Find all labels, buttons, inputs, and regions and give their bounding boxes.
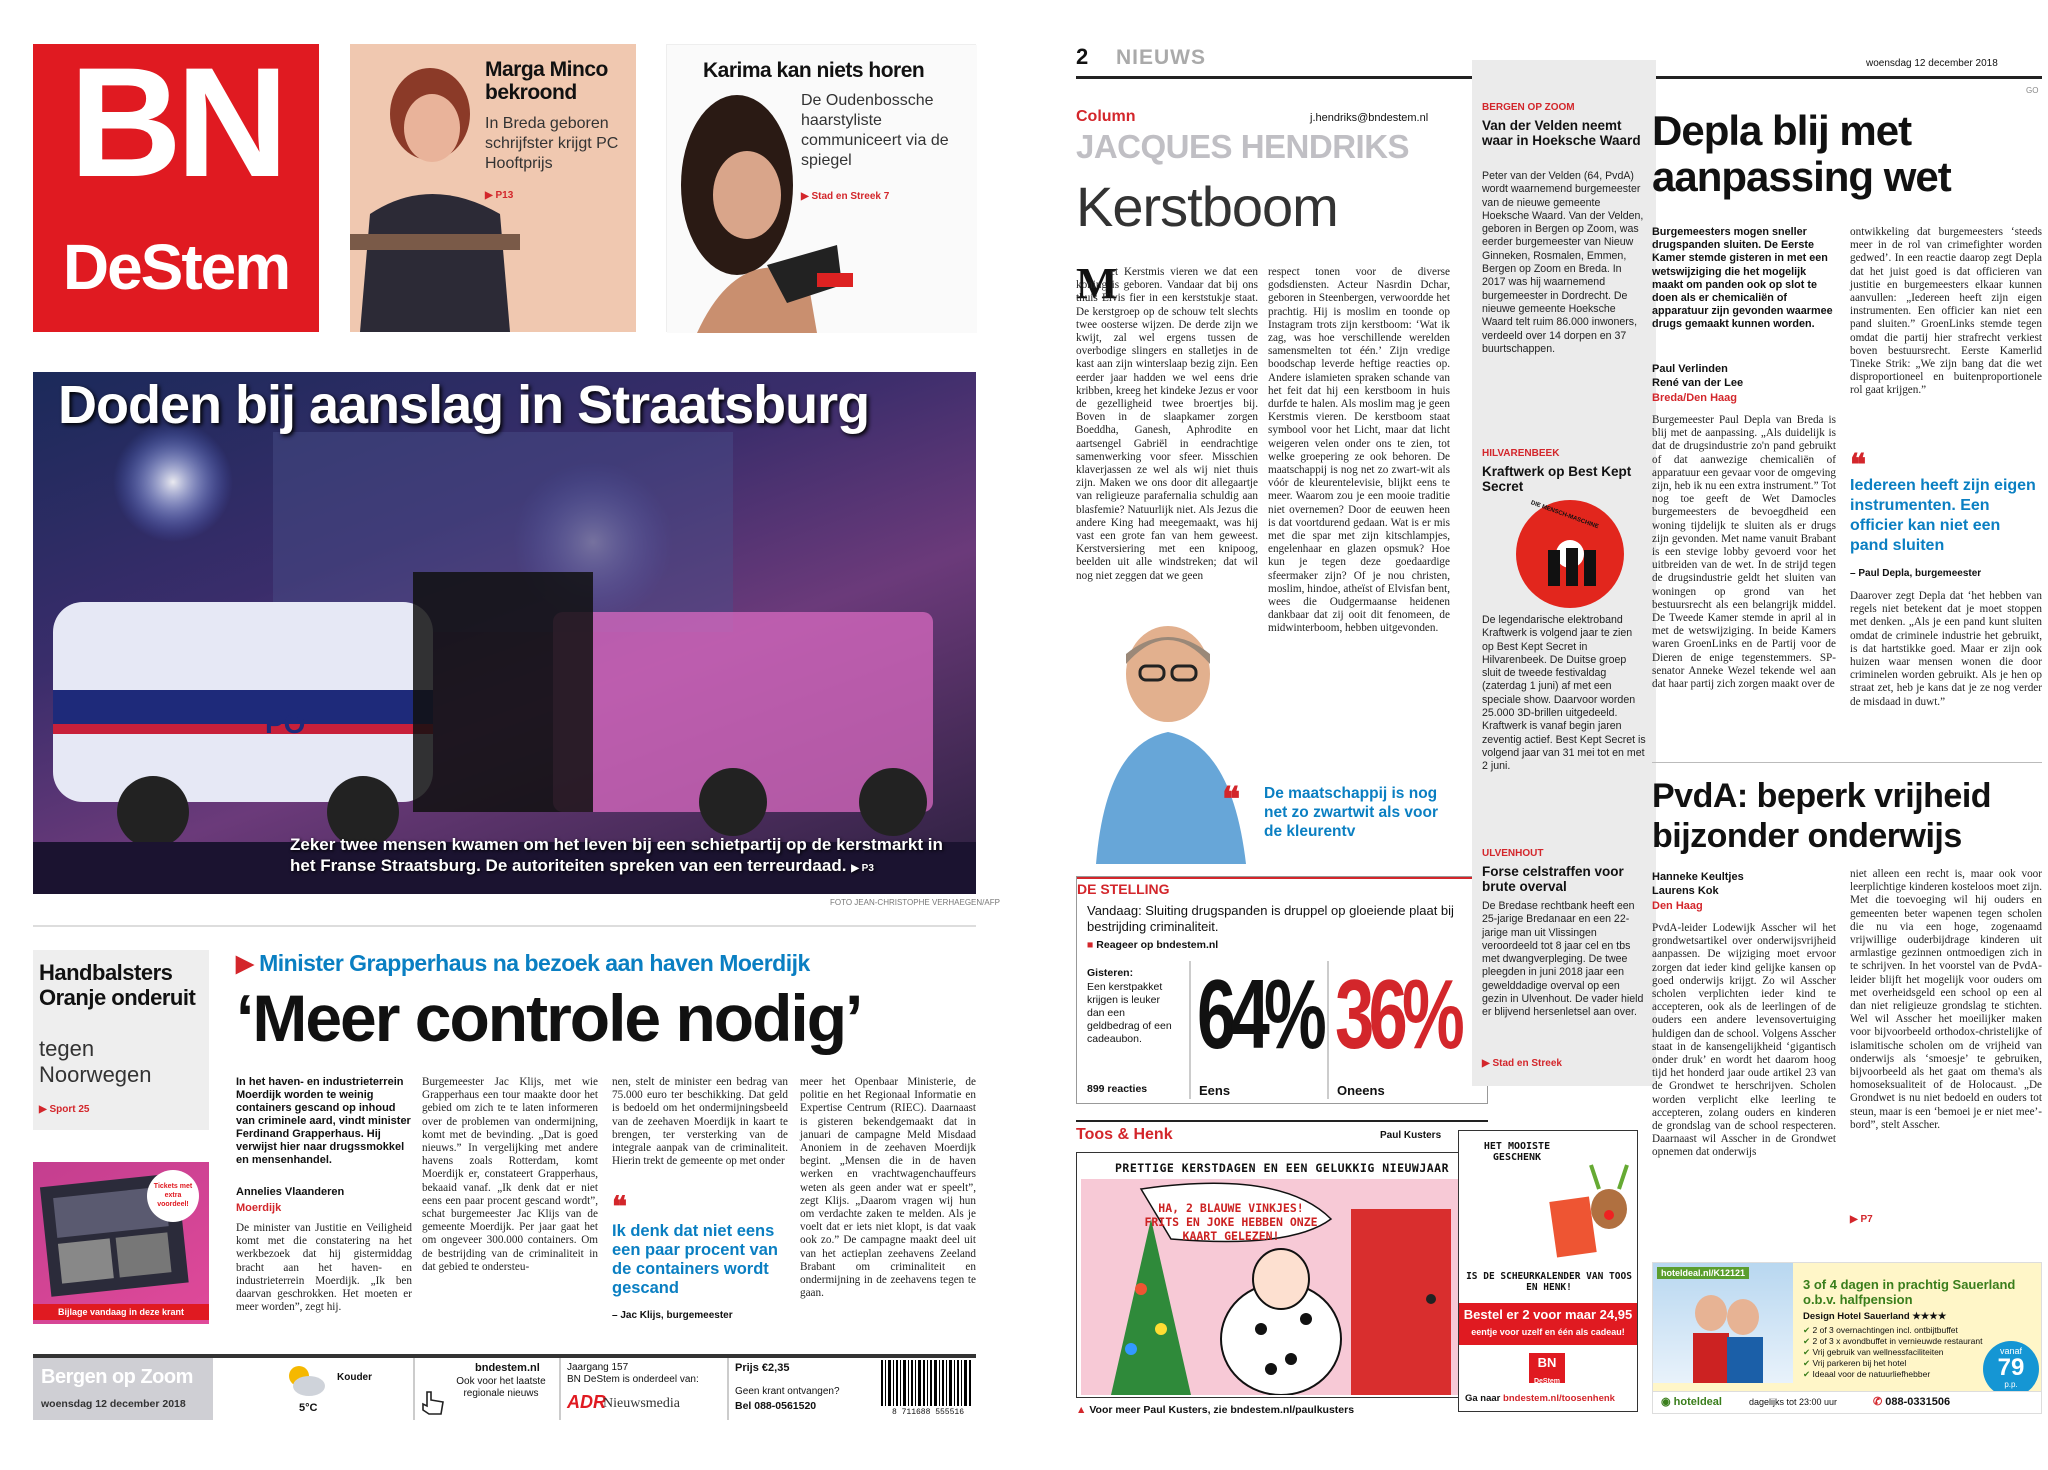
sidebar-subtitle: tegen Noorwegen <box>39 1036 152 1087</box>
hotel-phone-row[interactable] <box>1873 1395 1950 1408</box>
brief-ref-row: ▶ Stad en Streek <box>1482 1058 1562 1069</box>
quote-author: – Jac Klijs, burgemeester <box>612 1310 733 1321</box>
speech-balloon: HA, 2 BLAUWE VINKJES! FRITS EN JOKE HEBBEN ONZE KAART GELEZEN! <box>1144 1201 1318 1243</box>
ad-badge: Tickets met extra voordeel! <box>153 1183 193 1208</box>
stelling-label: DE STELLING <box>1077 881 1170 897</box>
brief-title[interactable]: Forse celstraffen voor brute overval <box>1482 864 1624 894</box>
brief-ref: Stad en Streek <box>1492 1058 1562 1069</box>
column-title: Kerstboom <box>1076 175 1338 238</box>
teaser-subtitle: De Oudenbossche haarstyliste communiceert via de spiegel <box>801 92 949 169</box>
article-kicker <box>236 950 810 977</box>
bullet-text: Vrij gebruik van wellnessfaciliteiten <box>1812 1347 1944 1357</box>
hotel-brand-text: hoteldeal <box>1673 1396 1722 1408</box>
bullet-text: Vrij parkeren bij het hotel <box>1812 1358 1907 1368</box>
logo-bn-text: BN <box>69 36 283 210</box>
triangle-icon: ▲ <box>1076 1404 1087 1416</box>
article-col-4: meer het Openbaar Ministerie, de politie en het Regionaal Informatie en Expertise Centrum (RIEC). Daarnaast is gisteren bekendgemaakt dat in januari de campagne Meld Misdaad Anoniem in de zeehaven Moerdijk begint. „Mensen die in de haven werken en vrachtwagenchauffeurs weten als geen ander wat er speelt”, zegt Klijs. „Daarom vragen wij hun om verdachte zaken te melden. Als je voelt dat er iets niet klopt, is dat vaak ook zo.” De campagne maakt deel uit van het actieplan zeehavens Zeeland Brabant om criminaliteit en ondermijning in de zeehavens tegen te gaan. <box>800 1076 976 1300</box>
hotel-bullets <box>1803 1325 2003 1380</box>
article-quote: Ik denk dat niet eens een paar procent van de containers wordt gescand <box>612 1222 778 1297</box>
comic-more-row[interactable] <box>1076 1404 1354 1416</box>
comic-banner: PRETTIGE KERSTDAGEN EN EEN GELUKKIG NIEUWJAAR <box>1114 1161 1450 1175</box>
eens-percentage: 64% <box>1197 959 1321 1069</box>
sidebar-handbal[interactable] <box>33 950 209 1130</box>
reacties-count: 899 reacties <box>1087 1083 1148 1095</box>
depla-col-2: ontwikkeling dat burgemeesters ‘steeds meer in de rol van crimefighter worden gedwed’. In een reactie daarop zegt Depla dat het juist goed is dat officieren van justitie en burgemeesters elkaar kunnen aanvullen: „Iedereen heeft zijn eigen instrumenten. Een officier kan niet een pand sluiten.” GroenLinks stemde tegen omdat die partij hier strafrecht verkiest boven bestuursrecht. Eerste Kamerlid Tineke Strik: „We zijn bang dat die wet disproportioneel en buitenproportionele rol gaat krijgen.” <box>1850 226 2042 397</box>
divider <box>727 1358 729 1420</box>
hotel-bullet <box>1803 1358 2003 1369</box>
teaser-ref: P13 <box>495 190 514 201</box>
quote-icon: ❝ <box>612 1191 628 1222</box>
teaser-marga-minco[interactable] <box>350 44 636 332</box>
caption-ref: ▶ P3 <box>851 863 874 874</box>
article-author: Annelies Vlaanderen <box>236 1186 345 1198</box>
jaargang: Jaargang 157 <box>567 1362 629 1373</box>
divider <box>413 1358 415 1420</box>
price: Prijs €2,35 <box>735 1362 790 1374</box>
column-author: JACQUES HENDRIKS <box>1076 128 1410 165</box>
hotel-name: Design Hotel Sauerland ★★★★ <box>1803 1311 1947 1322</box>
sidebar-ad[interactable] <box>33 1162 209 1324</box>
kalender-offer-sub: eentje voor uzelf en één als cadeau! <box>1471 1327 1625 1337</box>
hotel-phone[interactable]: 088-0331506 <box>1885 1396 1951 1408</box>
pvda-ref-row: ▶ P7 <box>1850 1214 1873 1225</box>
article-location: Moerdijk <box>236 1202 282 1214</box>
column-email[interactable]: j.hendriks@bndestem.nl <box>1310 112 1429 124</box>
phone: Bel 088-0561520 <box>735 1400 817 1412</box>
hotel-bullet <box>1803 1336 2003 1347</box>
price-unit: p.p. <box>2004 1380 2018 1389</box>
teaser-title: Karima kan niets horen <box>703 59 925 82</box>
oneens-percentage: 36% <box>1335 959 1459 1069</box>
bullet-text: 2 of 3 overnachtingen incl. ontbijtbuffet <box>1812 1325 1958 1335</box>
depla-authors: Paul Verlinden René van der Lee <box>1652 363 1744 389</box>
eens-label: Eens <box>1199 1083 1231 1098</box>
weather-label: Kouder <box>337 1372 372 1383</box>
pvda-location: Den Haag <box>1652 900 1703 912</box>
square-icon: ■ <box>1087 939 1094 951</box>
logo-destem-text: DeStem <box>62 231 290 303</box>
teaser-ref-row: ▶ P13 <box>485 190 514 201</box>
divider <box>559 1358 561 1420</box>
hotel-hours: dagelijks tot 23:00 uur <box>1749 1397 1838 1407</box>
teaser-ref-row: ▶ Stad en Streek 7 <box>801 191 890 202</box>
vehicle-lettering: PO <box>265 708 306 739</box>
hairdresser-photo-icon <box>667 45 977 333</box>
article-col-3: nen, stelt de minister een bedrag van 75.000 euro ter beschikking. Dat geld is bedoeld om het ondermijningsbeeld van de zeehaven Moerdijk in kaart te brengen, ter versterking van de integrale aanpak van de criminaliteit. Hierin trekt de gemeente op met onder <box>612 1076 788 1168</box>
comic-more-link[interactable]: Voor meer Paul Kusters, zie bndestem.nl/paulkusters <box>1089 1404 1355 1416</box>
bullet-text: Ideaal voor de natuurliefhebber <box>1812 1369 1931 1379</box>
police-scene-illustration <box>33 372 976 894</box>
check-icon: ✔ <box>1803 1336 1811 1346</box>
nieuwsmedia-logo: Nieuwsmedia <box>603 1396 680 1411</box>
reageer-link[interactable]: Reageer op bndestem.nl <box>1096 939 1219 951</box>
skiers-icon <box>1673 1283 1783 1383</box>
price-label: vanaf <box>1999 1346 2023 1356</box>
sidebar-ref: Sport 25 <box>49 1104 90 1115</box>
comic-rule <box>1076 1120 1488 1122</box>
stelling-box <box>1076 876 1488 1104</box>
check-icon: ✔ <box>1803 1358 1811 1368</box>
teaser-title: Marga Minco bekroond <box>485 58 608 104</box>
article-headline: ‘Meer controle nodig’ <box>236 981 862 1055</box>
column-label: Column <box>1076 108 1136 125</box>
gisteren-label: Gisteren: <box>1087 967 1134 979</box>
brief-text: De Bredase rechtbank heeft een 25-jarige Bredanaar en een 22-jarige man uit Vlissingen veroordeeld tot 8 jaar cel en tbs met dwangverpleging. De twee pleegden in juni 2018 jaar een gewelddadige overval op een gezin in Ulvenhout. De vader hield er blijvend hersenletsel aan over. <box>1482 900 1644 1019</box>
depla-quote: Iedereen heeft zijn eigen instrumenten. Een officier kan niet een pand sluiten <box>1850 477 2036 554</box>
pvda-headline: PvdA: beperk vrijheid bijzonder onderwijs <box>1652 777 1992 855</box>
article-intro: In het haven- en industrieterrein Moerdijk worden te weinig containers gescand op inhoud van criminele aard, vindt minister Ferdinand Grapperhaus. Hij verwijst hier naar drugssmokkel en mensenhandel. <box>236 1076 411 1166</box>
hotel-bullet <box>1803 1325 2003 1336</box>
bn-mini-logo <box>1529 1353 1565 1383</box>
brief-title[interactable]: Kraftwerk op Best Kept Secret <box>1482 464 1632 494</box>
kicker-arrow-icon: ▶ <box>236 950 254 976</box>
caption-ref-text: P3 <box>861 863 874 874</box>
reageer-row[interactable] <box>1087 939 1218 951</box>
price-value: 79 <box>1997 1354 2025 1381</box>
caption-text: Zeker twee mensen kwamen om het leven bij een schietpartij op de kerstmarkt in het Franse Straatsburg. De autoriteiten spreken van een terreurdaad. <box>290 835 943 875</box>
site-link[interactable]: bndestem.nl <box>475 1362 540 1374</box>
hotel-bullet <box>1803 1347 2003 1358</box>
right-page <box>1030 0 2048 1470</box>
columnist-photo <box>1076 614 1266 864</box>
page-number: 2 <box>1076 44 1089 69</box>
article-col-1: De minister van Justitie en Veiligheid komt met die constatering na het werkbezoek dat hij gistermiddag bracht aan het haven- en industrieterrein Moerdijk. „Ik ben daarvan geschrokken. Het moeten er meer worden”, zegt hij. <box>236 1222 412 1314</box>
column-col-1: et Kerstmis vieren we dat een koning is geboren. Vandaar dat bij ons thuis Elvis fier in een kerststukje staat. De kerstgroep op de schouw telt slechts twee oosterse wijzen. De derde zijn we kwijt, zal wel ergens tussen de overbodige slingers en stalletjes in de kast aan zijn winterslaap bezig zijn. Een eerder jaar hadden we wel eens drie kribben, kreeg het kindeke Jezus er voor de gezelligheid twee broertjes bij. Boven in de slaapkamer zorgen Boeddha, Ganesh, Aphrodite en aartsengel Gabriël in eendrachtige samenwerking voor sfeer. Misschien klaverjassen ze wel als wij niet thuis zijn. Maken we ons door dit allegaartje van religieuze parafernalia schuldig aan blasfemie? Natuurlijk niet. Als Jezus die andere King had meegemaakt, was hij vast een grote fan van hem geweest. Kerstversiering met een knipoog, beelden uit alle windstreken; dat wil nog niet zeggen dat we geen <box>1076 266 1258 582</box>
briefs-column <box>1472 60 1656 1086</box>
record-label-text: DIE MENSCH-MASCHINE <box>1529 500 1600 531</box>
teaser-karima[interactable] <box>666 44 976 332</box>
article-col-2: Burgemeester Jac Klijs, met wie Grapperhaus een tour maakte door het gebied om zich te te laten informeren over de problemen van ondermijning, komt met de bevinding. „Dat is goed nieuws.” In vergelijking met andere havens zoals Rotterdam, komt Moerdijk er, constateert Grapperhaus, bekaaid vanaf. „Ik denk dat er niet eens een paar procent gescand wordt”, schat burgemeester Jac Klijs van de gemeente Moerdijk. Per jaar gaat het om ongeveer 300.000 containers. Om de bestrijding van de criminaliteit in dat gebied te ondersteu- <box>422 1076 598 1273</box>
left-footer <box>33 1354 976 1416</box>
teaser-subtitle: In Breda geboren schrijfster krijgt PC Hooftprijs <box>485 115 619 172</box>
sidebar-title: Handbalsters Oranje onderuit <box>39 960 196 1010</box>
sidebar-ref-row: ▶ Sport 25 <box>39 1104 90 1115</box>
hotel-brand[interactable] <box>1661 1395 1722 1408</box>
section-name: NIEUWS <box>1116 46 1206 69</box>
check-icon: ✔ <box>1803 1369 1811 1379</box>
go-mark: GO <box>2026 86 2039 95</box>
hero-caption <box>290 834 950 879</box>
hero-photo[interactable] <box>33 372 976 894</box>
divider <box>1327 961 1329 1099</box>
check-icon: ✔ <box>1803 1347 1811 1357</box>
divider <box>1189 961 1191 1099</box>
ad-caption: Bijlage vandaag in deze krant <box>33 1304 209 1320</box>
hotel-ad[interactable] <box>1652 1262 2042 1414</box>
depla-intro: Burgemeesters mogen sneller drugspanden sluiten. De Eerste Kamer stemde gisteren in met een wetswijziging die het mogelijk maakt om panden ook op slot te doen als er chemicaliën of apparatuur zijn gevonden waarmee drugs gemaakt kunnen worden. <box>1652 226 1833 331</box>
goto-url[interactable]: bndestem.nl/toosenhenk <box>1503 1393 1615 1404</box>
edition-name: Bergen op Zoom <box>41 1366 193 1388</box>
brief-text: Peter van der Velden (64, PvdA) wordt waarnemend burgemeester van de nieuwe gemeente Hoeksche Waard. Van der Velden, geboren in Bergen op Zoom, was eerder burgemeester van Nieuw Ginneken, Rosmalen, Emmen, Bergen op Zoom en Breda. In 2017 was hij waarnemend burgemeester in Dordrecht. De nieuwe gemeente Hoeksche Waard telt ruim 86.000 inwoners, verdeeld over 14 dorpen en 37 buurtschappen. <box>1482 170 1644 355</box>
depla-quote-icon: ❝ <box>1850 449 1867 482</box>
mini-logo-bn: BN <box>1537 1355 1557 1370</box>
barcode-icon <box>881 1360 975 1406</box>
stelling-rule <box>1077 877 1487 879</box>
weather-cloud-sun-icon <box>283 1362 327 1398</box>
dropcap: M <box>1076 259 1118 308</box>
hero-headline: Doden bij aanslag in Straatsburg <box>58 375 870 435</box>
site-sub: Ook voor het laatste regionale nieuws <box>456 1376 546 1399</box>
brief-place: BERGEN OP ZOOM <box>1482 102 1575 113</box>
column-col-2: respect tonen voor de diverse godsdiensten. Acteur Nasrdin Dchar, geboren in Steenbergen, verwoordde het prachtig. Hij is moslim en toonde op Instagram trots zijn kerstboom: ‘Wat ik zag, was hoe verschillende werelden samensmelten tot één.’ Zijn vredige boodschap leverde heftige reacties op. Andere islamieten spraken schande van het feit dat hij een kerstboom in huis durfde te halen. Als moslim mag je geen Kerstmis vieren. De kerstboom staat symbool voor het Licht, maar dat licht weigeren velen onder ons te zien, tot welke groepering ze ook behoren. De maatschappij is nog net zo zwart-wit als vóór de kleurentelevisie, blijkt eens te meer. Waarom zou je een mooie traditie niet overnemen? Door de eeuwen heen is dat voortdurend gedaan. Wat is er mis met die spar met zijn kitschlampjes, engelenhaar en glazen opsmuk? Hoe kun je tegen deze goedaardige sfeermaker zijn? Of je nou christen, moslim, hindoe, atheïst of Elvisfan bent, wees die Oudgermaanse heidenen dankbaar dat zij ooit dit fenomeen, de midwinterboom, hebben uitgevonden. <box>1268 266 1450 635</box>
divider <box>1652 762 2042 763</box>
pvda-col-1: PvdA-leider Lodewijk Asscher wil het grondwetsartikel over onderwijsvrijheid aanpassen. De wijziging moet ervoor zorgen dat ieder kind gelijke kansen op goed onderwijs krijgt. Zo wil Asscher scholen verplichten ieder kind te accepteren, ook als de leerlingen of de ouders een andere levensovertuiging huldigen dan de school. Volgens Asscher staat in de kansengelijkheid ‘gigantisch onder druk’ en wordt het daarom hoog tijd het honderd jaar oude artikel 23 van de Grondwet te herschrijven. Scholen worden verplicht elke leerling te accepteren, zolang ouders en kinderen de grondslag van de school respecteren. Daarnaast wil Asscher in de Grondwet opnemen dat onderwijs <box>1652 922 1836 1159</box>
check-icon: ✔ <box>1803 1325 1811 1335</box>
pvda-col-2: niet alleen een recht is, maar ook voor leerplichtige kinderen kosteloos moet zijn. Met die toevoeging wil hij ouders en gemeenten beter wapenen tegen scholen die nu via een hoge, zogenaamd vrijwillige ouderbijdrage kinderen uit armlastige gezinnen ontmoedigen zich in te schrijven. In het voorstel van de PvdA-leider blijft het mogelijk voor ouders om met overheidsgeld een school op een al dan niet religieuze grondslag te stichten. Wel wil Asscher het moeilijker maken voor bijvoorbeeld orthodox-christelijke of islamitische scholen om de vrijheid van onderwijs als ‘smoesje’ te gebruiken, bijvoorbeeld als het gaat om thema's als homoseksualiteit of de Holocaust. „De Grondwet is nu niet bedoeld en ouders tot steun, maar is een ‘bemoei je er niet mee’-bord”, stelt Asscher. <box>1850 868 2042 1131</box>
brief-place: ULVENHOUT <box>1482 848 1544 859</box>
photo-credit: FOTO JEAN-CHRISTOPHE VERHAEGEN/AFP <box>830 898 1000 907</box>
page-date: woensdag 12 december 2018 <box>1866 58 1998 69</box>
geen-krant: Geen krant ontvangen? <box>735 1386 840 1397</box>
barcode-number: 8 711688 555516 <box>891 1408 964 1417</box>
depla-headline: Depla blij met aanpassing wet <box>1652 107 1951 200</box>
left-page <box>0 0 1010 1470</box>
kalender-ad[interactable] <box>1458 1130 1638 1412</box>
hotel-logo-icon: ◉ <box>1661 1396 1671 1408</box>
adr-logo: ADR <box>567 1392 606 1412</box>
brief-title[interactable]: Van der Velden neemt waar in Hoeksche Waard <box>1482 118 1641 148</box>
pullquote-icon: ❝ <box>1222 781 1241 819</box>
reindeer-drawing <box>1543 1159 1635 1269</box>
bullet-text: 2 of 3 x avondbuffet in vernieuwde restaurant <box>1812 1336 1983 1346</box>
pvda-ref: P7 <box>1860 1214 1873 1225</box>
hotel-title: 3 of 4 dagen in prachtig Sauerland o.b.v. halfpension <box>1803 1277 2016 1307</box>
gisteren-text: Een kerstpakket krijgen is leuker dan een geldbedrag of een cadeaubon. <box>1087 981 1172 1045</box>
kicker-text: Minister Grapperhaus na bezoek aan haven Moerdijk <box>259 950 810 976</box>
depla-col-2b: Daarover zegt Depla dat ‘het hebben van regels niet betekent dat je moet stoppen met denken. „Als je een pand kunt sluiten omdat de criminele industrie het gebruikt, is dat hartstikke goed. Maar er zijn ook huizen waar mensen wonen die door criminelen worden gebruikt. Als je hen op straat zet, heb je kans dat je ze nog verder de misdaad in duwt.” <box>1850 590 2042 708</box>
depla-location: Breda/Den Haag <box>1652 392 1737 404</box>
depla-quote-author: – Paul Depla, burgemeester <box>1850 568 1982 579</box>
kalender-top: HET MOOISTE GESCHENK <box>1483 1141 1551 1163</box>
stelling-text: Vandaag: Sluiting drugspanden is druppel op gloeiende plaat bij bestrijding criminaliteit. <box>1087 903 1454 934</box>
kalender-offer: Bestel er 2 voor maar 24,95 <box>1463 1307 1633 1322</box>
oneens-label: Oneens <box>1337 1083 1385 1098</box>
edition-date: woensdag 12 december 2018 <box>41 1398 186 1410</box>
kalender-goto[interactable] <box>1465 1393 1633 1404</box>
brief-place: HILVARENBEEK <box>1482 448 1560 459</box>
comic-artist: Paul Kusters <box>1380 1130 1442 1141</box>
goto-prefix: Ga naar <box>1465 1393 1501 1404</box>
mini-logo-destem: DeStem <box>1533 1378 1561 1385</box>
teaser-ref: Stad en Streek 7 <box>811 191 890 202</box>
phone-icon: ✆ <box>1873 1396 1883 1408</box>
hotel-code[interactable]: hoteldeal.nl/K12121 <box>1657 1267 1749 1279</box>
weather-temp: 5°C <box>299 1402 318 1414</box>
depla-col-1: Burgemeester Paul Depla van Breda is blij met de aanpassing. „Als duidelijk is dat de drugsindustrie zo'n pand gebruikt of dat aanwezige chemicaliën of apparatuur een gevaar voor de omgeving zijn, heb ik nu een extra instrument.” Tot nog toe geeft de Wet Damocles burgemeesters de bevoegdheid een woning tijdelijk te sluiten als er drugs zijn gevonden. Met name vanuit Brabant is een stevige lobby gevoerd voor het uitbreiden van de wet. In de strijd tegen de drugsindustrie geldt het sluiten van woningen op grond van het bestuursrecht als een belangrijk middel. De Tweede Kamer stemde in april al in met de wetswijziging. In beide Kamers waren GroenLinks en de Partij voor de Dieren de enige tegenstemmers. SP-senator Anneke Wezel tekende wel aan dat haar partij zich zorgen maakt over de <box>1652 414 1836 691</box>
brief-text: De legendarische elektroband Kraftwerk is volgend jaar te zien op Best Kept Secret in Hilvarenbeek. De Duitse groep sluit de tweede festivaldag (zaterdag 1 juni) af met een speciale show. Daarvoor worden 25.000 3D-brillen uitgedeeld. Kraftwerk is vanaf begin jaren zeventig actief. Best Kept Secret is volgend jaar van 31 mei tot en met 2 juni. <box>1482 614 1646 773</box>
hotel-bullet <box>1803 1369 2003 1380</box>
comic-panel <box>1076 1152 1488 1398</box>
column-pullquote: De maatschappij is nog net zo zwartwit als voor de kleurentv <box>1264 785 1438 840</box>
pvda-authors: Hanneke Keultjes Laurens Kok <box>1652 871 1744 897</box>
divider <box>33 925 976 927</box>
price-badge <box>1983 1341 2039 1397</box>
comic-label: Toos & Henk <box>1076 1126 1173 1143</box>
kalender-middle: IS DE SCHEURKALENDER VAN TOOS EN HENK! <box>1466 1271 1632 1293</box>
onderdeel: BN DeStem is onderdeel van: <box>567 1374 699 1385</box>
hand-pointer-icon <box>419 1388 447 1416</box>
